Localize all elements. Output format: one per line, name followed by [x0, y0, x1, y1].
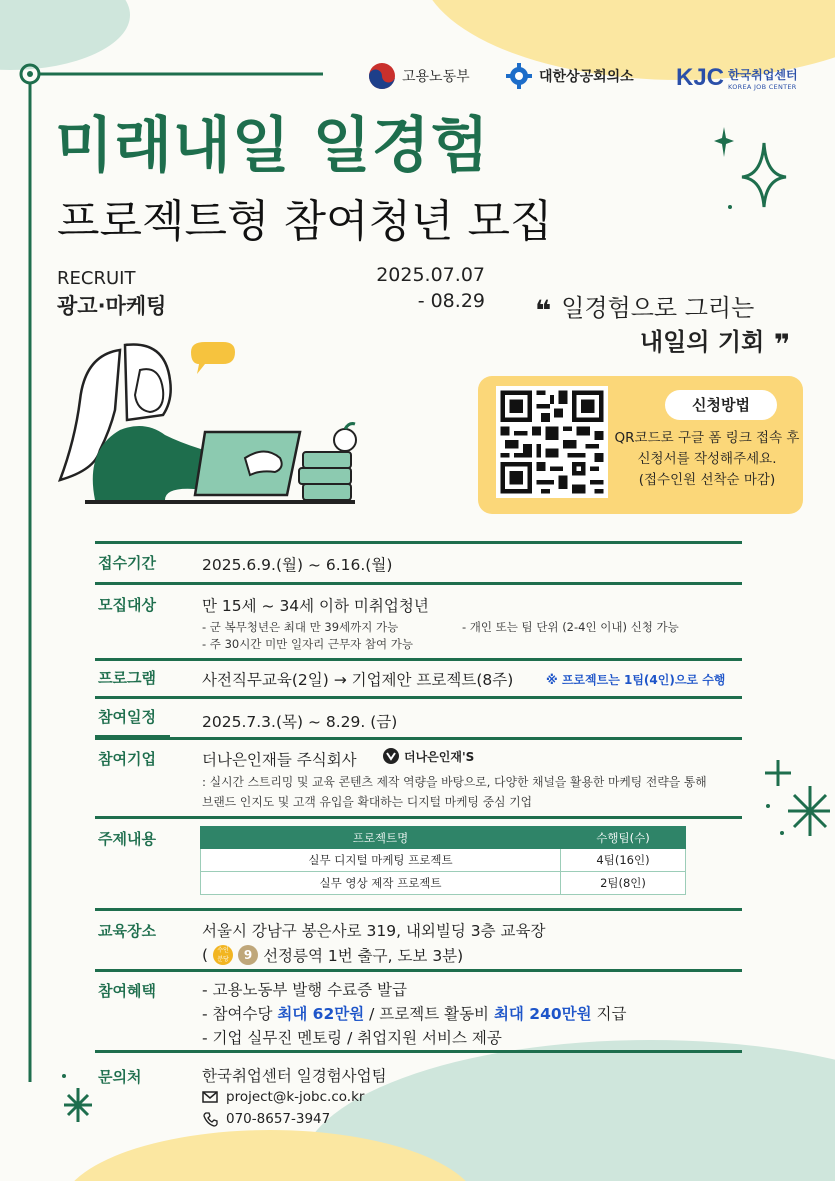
left-decor-line: [27, 82, 33, 1082]
subway-line-suin-icon: 수인 분당: [213, 945, 233, 965]
top-decor-line: [18, 62, 328, 86]
benefit-item2-a: - 참여수당: [202, 1005, 278, 1023]
row-label-benefit: 참여혜택: [98, 982, 156, 1000]
contact-email-row: [202, 1089, 364, 1105]
contact-phone-row: [202, 1111, 330, 1127]
venue-address: 서울시 강남구 봉은사로 319, 내외빌딩 3층 교육장: [202, 922, 546, 940]
logo-moel-text: 고용노동부: [402, 69, 470, 85]
company-brand-icon: [382, 747, 400, 765]
apply-line1: QR코드로 구글 폼 링크 접속 후: [614, 430, 800, 446]
quote-line2-text: 내일의 기회: [640, 328, 765, 356]
benefit-activity-fee: 최대 240만원: [493, 1005, 592, 1023]
row-label-contact: 문의처: [98, 1068, 142, 1086]
theme-team-count: 2팀(8인): [561, 872, 686, 895]
contact-name: 한국취업센터 일경험사업팀: [202, 1067, 387, 1085]
page-subtitle: 프로젝트형 참여청년 모집: [57, 196, 553, 247]
table-row: [201, 872, 686, 895]
row-label-company: 참여기업: [98, 750, 156, 768]
benefit-item2-c: / 프로젝트 활동비: [364, 1005, 494, 1023]
company-desc1: : 실시간 스트리밍 및 교육 콘텐츠 제작 역량을 바탕으로, 다양한 채널을 활용한 마케팅 전략을 통해: [202, 775, 707, 789]
apply-line3: (접수인원 선착순 마감): [638, 472, 776, 488]
row-label-schedule: 참여일정: [98, 708, 156, 726]
quote-line1: ❝ 일경험으로 그리는: [535, 294, 755, 327]
row-label-reception: 접수기간: [98, 554, 156, 572]
table-top-line: [95, 541, 742, 544]
theme-header-project: 프로젝트명: [201, 827, 561, 849]
row-divider: [95, 969, 742, 972]
row-label-venue: 교육장소: [98, 922, 156, 940]
program-note: ※ 프로젝트는 1팀(4인)으로 수행: [546, 673, 726, 687]
apply-instructions: [612, 428, 802, 491]
moel-emblem-icon: [368, 62, 396, 90]
row-divider: [95, 658, 742, 661]
logo-kcci: [505, 62, 634, 90]
schedule-text: 2025.7.3.(목) ~ 8.29. (금): [202, 713, 398, 731]
phone-icon: [202, 1111, 218, 1127]
mail-icon: [202, 1091, 218, 1103]
theme-header-teams: 수행팀(수): [561, 827, 686, 849]
row-divider: [95, 1050, 742, 1053]
logo-kjc-ko: 한국취업센터: [728, 68, 798, 82]
company-name: 더나은인재들 주식회사: [202, 751, 357, 769]
target-text: 만 15세 ~ 34세 이하 미취업청년: [202, 597, 429, 615]
target-note1: - 군 복무청년은 최대 만 39세까지 가능: [202, 620, 399, 634]
table-row: [201, 849, 686, 872]
row-divider: [95, 737, 742, 740]
theme-team-count: 4팀(16인): [561, 849, 686, 872]
bg-blob-mint-top-left: [0, 0, 130, 70]
contact-email[interactable]: project@k-jobc.co.kr: [226, 1089, 365, 1105]
logo-kjc-mark: KJC: [676, 64, 725, 91]
sparkle-icon: [54, 1064, 98, 1128]
recruit-label: RECRUIT: [57, 268, 136, 289]
benefit-item2: [202, 1002, 626, 1024]
illustration-woman-laptop: [55, 340, 365, 510]
sparkle-icon: [712, 125, 792, 215]
qr-code-icon[interactable]: [496, 386, 608, 498]
venue-subway: [202, 944, 463, 966]
benefit-item2-e: 지급: [591, 1005, 627, 1023]
row-label-theme: 주제내용: [98, 830, 156, 848]
page-title: 미래내일 일경험: [55, 111, 490, 181]
reception-period: 2025.6.9.(월) ~ 6.16.(월): [202, 556, 393, 574]
subway-line-9-icon: 9: [238, 945, 258, 965]
contact-phone[interactable]: 070-8657-3947: [226, 1111, 331, 1127]
logo-kjc: [676, 64, 798, 92]
quote-line2: 내일의 기회 ❞: [640, 328, 791, 361]
row-divider: [95, 582, 742, 585]
company-brand-logo: [382, 747, 474, 765]
logo-kjc-en: KOREA JOB CENTER: [728, 83, 797, 91]
venue-paren: (: [202, 946, 209, 964]
recruit-period: [375, 262, 485, 314]
logo-moel: [368, 62, 470, 90]
category-label: 광고·마케팅: [57, 294, 167, 318]
benefit-allowance: 최대 62만원: [277, 1005, 365, 1023]
theme-project-name: 실무 영상 제작 프로젝트: [201, 872, 561, 895]
period-start: 2025.07.07: [376, 264, 485, 286]
quote-line1-text: 일경험으로 그리는: [561, 294, 755, 322]
row-divider: [95, 816, 742, 819]
kcci-gear-icon: [505, 62, 533, 90]
apply-method-title: 신청방법: [665, 390, 777, 420]
row-label-program: 프로그램: [98, 669, 156, 687]
theme-project-name: 실무 디지털 마케팅 프로젝트: [201, 849, 561, 872]
logo-kcci-text: 대한상공회의소: [539, 69, 634, 85]
company-desc2: 브랜드 인지도 및 고객 유입을 확대하는 디지털 마케팅 중심 기업: [202, 795, 533, 809]
theme-table: [200, 826, 686, 895]
benefit-item1: - 고용노동부 발행 수료증 발급: [202, 981, 407, 999]
period-end: - 08.29: [417, 290, 485, 312]
company-brand-text: 더나은인재'S: [404, 749, 475, 764]
row-divider: [95, 696, 742, 699]
apply-line2: 신청서를 작성해주세요.: [637, 451, 777, 467]
row-divider: [95, 908, 742, 911]
row-label-target: 모집대상: [98, 596, 156, 614]
venue-subway-text: 선정릉역 1번 출구, 도보 3분): [263, 947, 464, 965]
program-text: 사전직무교육(2일) → 기업제안 프로젝트(8주): [202, 671, 514, 689]
target-note3: - 주 30시간 미만 일자리 근무자 참여 가능: [202, 637, 414, 651]
benefit-item3: - 기업 실무진 멘토링 / 취업지원 서비스 제공: [202, 1029, 502, 1047]
target-note2: - 개인 또는 팀 단위 (2-4인 이내) 신청 가능: [462, 620, 679, 634]
sparkle-icon: [760, 756, 830, 846]
